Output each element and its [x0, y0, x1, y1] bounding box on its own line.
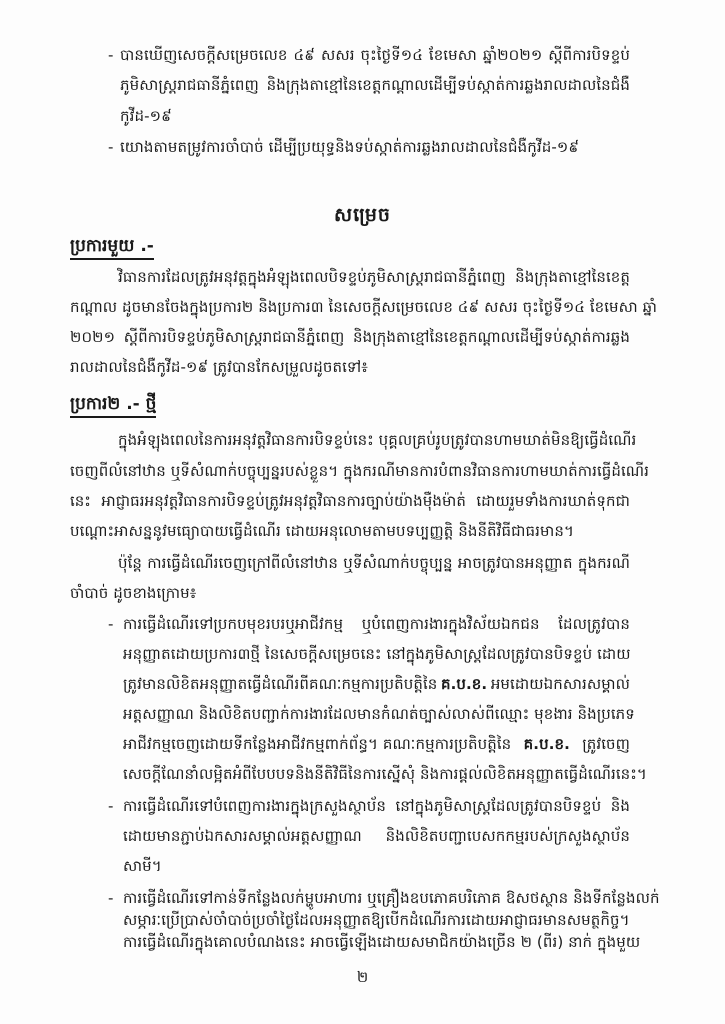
preamble-line: យោងតាមតម្រូវការចាំបាច់ ដើម្បីប្រយុទ្ធនិងទប់ស្កាត់ការឆ្លងរាលដាលនៃជំងឺកូវីដ-១៩ — [120, 138, 580, 156]
bullet-1-text: អមដោយឯកសារសម្គាល់ — [490, 675, 630, 693]
article-1-heading: ប្រការមួយ .- — [70, 235, 154, 260]
article-2-para1-line: ក្នុងអំឡុងពេលនៃការអនុវត្តវិធានការបិទខ្ទប់នេះ បុគ្គលគ្រប់រូបត្រូវបានហាមឃាត់មិនឱ្យធ្វើដំណើរ — [118, 431, 637, 449]
bullet-dash: - — [108, 46, 114, 64]
bullet-dash: - — [108, 615, 114, 633]
preamble-line: ភូមិសាស្ត្ររាជធានីភ្នំពេញ និងក្រុងតាខ្មៅនៃខេត្តកណ្ដាលដើម្បីទប់ស្កាត់ការឆ្លងរាលដាលនៃជំងឺ — [120, 76, 630, 94]
bullet-1-line: ការធ្វើដំណើរទៅប្រកបមុខរបរឬអាជីវកម្ម ឬបំពេញការងារក្នុងវិស័យឯកជន ដែលត្រូវបាន — [123, 615, 630, 633]
bullet-dash: - — [108, 889, 114, 907]
abbreviation-gpk: គ.ប.ខ. — [440, 675, 488, 693]
bullet-2-line: ការធ្វើដំណើរទៅបំពេញការងារក្នុងក្រសួងស្ថាប័ន នៅក្នុងភូមិសាស្ត្រដែលត្រូវបានបិទខ្ទប់ និង — [123, 797, 630, 815]
bullet-1-line — [123, 734, 630, 754]
preamble-line: បានឃើញសេចក្ដីសម្រេចលេខ ៤៩ សសរ ចុះថ្ងៃទី១៤ ខែមេសា ឆ្នាំ២០២១ ស្ដីពីការបិទខ្ទប់ — [120, 46, 630, 64]
article-2-para1-line: នេះ អាជ្ញាធរអនុវត្តវិធានការបិទខ្ទប់ត្រូវអនុវត្តវិធានការច្បាប់យ៉ាងម៉ឺងម៉ាត់ ដោយរួមទាំងការឃាត់ទុកជា — [70, 492, 630, 510]
article-2-para2-line: ប៉ុន្តែ ការធ្វើដំណើរចេញក្រៅពីលំនៅឋាន ឬទីសំណាក់បច្ចុប្បន្ន អាចត្រូវបានអនុញ្ញាត ក្នុងករណី — [118, 554, 630, 572]
article-2-para2-line: ចាំបាច់ ដូចខាងក្រោម៖ — [70, 584, 197, 602]
bullet-3-line: ការធ្វើដំណើរទៅកាន់ទីកន្លែងលក់ម្ហូបអាហារ ឬគ្រឿងឧបភោគបរិភោគ ឱសថស្ថាន និងទីកន្លែងលក់ — [123, 889, 660, 907]
bullet-1-text: ត្រូវមានលិខិតអនុញ្ញាតធ្វើដំណើរពីគណៈកម្មការប្រតិបត្តិនៃ — [123, 675, 438, 693]
article-1-line: វិធានការដែលត្រូវអនុវត្តក្នុងអំឡុងពេលបិទខ្ទប់ភូមិសាស្ត្ររាជធានីភ្នំពេញ និងក្រុងតាខ្មៅនៃខេត្ត — [118, 268, 630, 286]
bullet-3-line: ការធ្វើដំណើរក្នុងគោលបំណងនេះ អាចធ្វើឡើងដោយសមាជិកយ៉ាងច្រើន ២ (ពីរ) នាក់ ក្នុងមួយ — [123, 933, 641, 951]
abbreviation-gpk: គ.ប.ខ. — [523, 735, 570, 753]
page-number: ២ — [356, 968, 369, 986]
article-1-line: កណ្ដាល ដូចមានចែងក្នុងប្រការ២ និងប្រការ៣ នៃសេចក្ដីសម្រេចលេខ ៤៩ សសរ ចុះថ្ងៃទី១៤ ខែមេសា ឆ្នាំ — [70, 298, 658, 316]
bullet-1-line — [123, 674, 630, 694]
bullet-1-line: អត្តសញ្ញាណ និងលិខិតបញ្ជាក់ការងារដែលមានកំណត់ច្បាស់លាស់ពីឈ្មោះ មុខងារ និងប្រភេទ — [123, 705, 635, 723]
bullet-1-text: ត្រូវចេញ — [582, 735, 630, 753]
article-2-para1-line: ចេញពីលំនៅឋាន ឬទីសំណាក់បច្ចុប្បន្នរបស់ខ្លួន។ ក្នុងករណីមានការបំពានវិធានការហាមឃាត់ការធ្វើដំណើរ — [70, 462, 650, 480]
article-1-line: ២០២១ ស្ដីពីការបិទខ្ទប់ភូមិសាស្ត្ររាជធានីភ្នំពេញ និងក្រុងតាខ្មៅនៃខេត្តកណ្ដាលដើម្បីទប់ស្កាត់ការឆ្លង — [70, 328, 630, 346]
bullet-1-line: អនុញ្ញាតដោយប្រការ៣ថ្មី នៃសេចក្ដីសម្រេចនេះ នៅក្នុងភូមិសាស្ត្រដែលត្រូវបានបិទខ្ទប់ ដោយ — [123, 645, 631, 663]
bullet-2-line: ដោយមានភ្ជាប់ឯកសារសម្គាល់អត្តសញ្ញាណ និងលិខិតបញ្ជាបេសកកម្មរបស់ក្រសួងស្ថាប័ន — [123, 827, 630, 845]
bullet-3-line: សម្ភារៈប្រើប្រាស់ចាំបាច់ប្រចាំថ្ងៃដែលអនុញ្ញាតឱ្យបើកដំណើរការដោយអាជ្ញាធរមានសមត្ថកិច្ច។ — [123, 911, 630, 929]
bullet-1-text: អាជីវកម្មចេញដោយទីកន្លែងអាជីវកម្មពាក់ព័ន្ធ។ គណៈកម្មការប្រតិបត្តិនៃ — [123, 735, 512, 753]
article-1-line: រាលដាលនៃជំងឺកូវីដ-១៩ ត្រូវបានកែសម្រួលដូចតទៅ៖ — [70, 358, 368, 376]
article-2-para1-line: បណ្ដោះអាសន្ននូវមធ្យោបាយធ្វើដំណើរ ដោយអនុលោមតាមបទប្បញ្ញត្តិ និងនីតិវិធីជាធរមាន។ — [70, 522, 575, 540]
bullet-dash: - — [108, 797, 114, 815]
article-2-heading: ប្រការ២ .- ថ្មី — [70, 393, 156, 418]
bullet-1-line: សេចក្ដីណែនាំលម្អិតអំពីបែបបទនិងនីតិវិធីនៃការស្នើសុំ និងការផ្ដល់លិខិតអនុញ្ញាតធ្វើដំណើរនេះ។ — [123, 765, 647, 783]
decision-heading: សម្រេច — [334, 204, 391, 226]
bullet-2-line: សាមី។ — [123, 857, 162, 875]
bullet-dash: - — [108, 138, 114, 156]
preamble-line: កូវីដ-១៩ — [120, 107, 172, 125]
